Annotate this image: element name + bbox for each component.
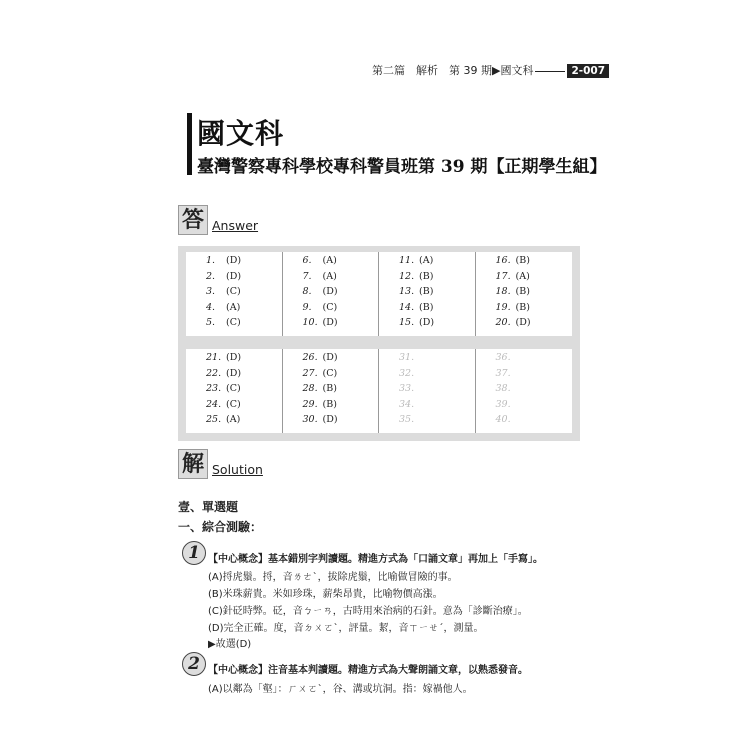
page-number: 2-007 bbox=[567, 64, 609, 78]
answer-column bbox=[476, 349, 573, 433]
question-number: 36. bbox=[495, 352, 511, 363]
q2-option-a: (A)以鄰為「壑」：ㄏㄨㄛˋ，谷、溝或坑洞。指：嫁禍他人。 bbox=[208, 684, 473, 695]
answer-choice: (A) bbox=[322, 255, 337, 266]
answer-row bbox=[476, 317, 573, 333]
answer-row bbox=[186, 383, 282, 399]
question-number: 2. bbox=[206, 270, 216, 282]
header-section-text: 第二篇 解析 第 39 期▶國文科 bbox=[372, 64, 534, 77]
question-number: 25. bbox=[206, 414, 222, 425]
question-number: 30. bbox=[302, 414, 318, 425]
answer-badge: 答 bbox=[178, 205, 208, 235]
answer-row bbox=[379, 286, 475, 302]
answer-column bbox=[186, 252, 283, 336]
answer-row bbox=[186, 255, 282, 271]
answer-row bbox=[186, 271, 282, 287]
answer-choice: (D) bbox=[226, 270, 242, 282]
page-subtitle: 臺灣警察專科學校專科警員班第 39 期【正期學生組】 bbox=[197, 157, 607, 177]
question-number: 16. bbox=[495, 255, 511, 266]
question-number: 1. bbox=[206, 255, 216, 266]
question-number: 29. bbox=[302, 398, 318, 410]
answer-row bbox=[379, 383, 475, 399]
answer-row bbox=[186, 352, 282, 368]
question-number: 21. bbox=[206, 352, 222, 363]
question-number: 8. bbox=[302, 286, 312, 297]
answer-row bbox=[379, 352, 475, 368]
answer-row bbox=[186, 414, 282, 430]
answer-row bbox=[379, 302, 475, 318]
answer-choice: (A) bbox=[419, 255, 434, 266]
running-header bbox=[372, 62, 609, 78]
question-number: 32. bbox=[399, 367, 415, 379]
answer-choice: (B) bbox=[515, 255, 530, 266]
answer-row bbox=[186, 399, 282, 415]
question-number: 20. bbox=[495, 317, 511, 328]
question-number: 15. bbox=[399, 317, 415, 328]
answer-row bbox=[186, 302, 282, 318]
answer-choice: (C) bbox=[226, 398, 241, 410]
answer-row bbox=[476, 271, 573, 287]
sub-heading: 一、綜合測驗： bbox=[178, 520, 263, 534]
question-number-icon: 1 bbox=[182, 541, 206, 565]
answer-choice: (B) bbox=[322, 398, 337, 410]
solution-label: Solution bbox=[212, 462, 263, 477]
answer-choice: (C) bbox=[322, 367, 338, 379]
answer-choice: (D) bbox=[226, 352, 242, 363]
answer-choice: (D) bbox=[322, 352, 338, 363]
q1-answer: ▶故選(D) bbox=[208, 639, 252, 650]
answer-row bbox=[186, 317, 282, 333]
title-accent-bar bbox=[187, 113, 192, 175]
answer-choice: (B) bbox=[419, 270, 434, 282]
answer-choice: (C) bbox=[322, 301, 338, 313]
answer-row bbox=[476, 383, 573, 399]
question-number: 4. bbox=[206, 301, 216, 313]
question-number: 14. bbox=[399, 301, 415, 313]
q1-option-a: (A)捋虎鬚。捋，音ㄌㄜˋ，拔除虎鬚，比喻做冒險的事。 bbox=[208, 572, 458, 583]
answer-row bbox=[283, 414, 379, 430]
answer-row bbox=[476, 352, 573, 368]
answer-choice: (D) bbox=[515, 317, 531, 328]
question-number: 38. bbox=[495, 383, 511, 394]
answer-row bbox=[476, 399, 573, 415]
question-number: 37. bbox=[495, 367, 511, 379]
answer-choice: (B) bbox=[419, 301, 434, 313]
answer-column bbox=[379, 349, 476, 433]
answer-row bbox=[379, 271, 475, 287]
answer-choice: (D) bbox=[322, 317, 338, 328]
answer-choice: (D) bbox=[226, 255, 242, 266]
answer-column bbox=[379, 252, 476, 336]
answer-choice: (C) bbox=[226, 317, 241, 328]
answer-column bbox=[283, 252, 380, 336]
question-number: 39. bbox=[495, 398, 511, 410]
q1-option-c: (C)針砭時弊。砭，音ㄅㄧㄢ，古時用來治病的石針。意為「診斷治療」。 bbox=[208, 606, 528, 617]
answer-row bbox=[476, 286, 573, 302]
question-number: 3. bbox=[206, 286, 216, 297]
answer-choice: (C) bbox=[226, 383, 241, 394]
answer-choice: (D) bbox=[226, 367, 242, 379]
answer-row bbox=[283, 317, 379, 333]
q1-option-d: (D)完全正確。度，音ㄉㄨㄛˋ，評量。絜，音ㄒㄧㄝˊ，測量。 bbox=[208, 623, 484, 634]
question-number-icon: 2 bbox=[182, 652, 206, 676]
q1-option-b: (B)米珠薪貴。米如珍珠，薪柴昂貴，比喻物價高漲。 bbox=[208, 589, 443, 600]
answer-row bbox=[283, 399, 379, 415]
answer-grid bbox=[186, 252, 572, 336]
question-number: 33. bbox=[399, 383, 415, 394]
answer-column bbox=[186, 349, 283, 433]
q2-concept: 【中心概念】注音基本判讀題。精進方式為大聲朗誦文章，以熟悉發音。 bbox=[208, 665, 528, 676]
answer-row bbox=[283, 271, 379, 287]
question-number: 11. bbox=[399, 255, 415, 266]
answer-choice: (B) bbox=[515, 286, 530, 297]
part-heading: 壹、單選題 bbox=[178, 500, 239, 514]
answer-row bbox=[476, 414, 573, 430]
answer-choice: (C) bbox=[226, 286, 241, 297]
question-number: 23. bbox=[206, 383, 222, 394]
question-number: 6. bbox=[302, 255, 312, 266]
answer-choice: (B) bbox=[515, 301, 530, 313]
question-number: 12. bbox=[399, 270, 415, 282]
question-number: 34. bbox=[399, 398, 415, 410]
question-number: 40. bbox=[495, 414, 511, 425]
question-number: 10. bbox=[302, 317, 318, 328]
answer-row bbox=[476, 302, 573, 318]
answer-choice: (D) bbox=[322, 414, 338, 425]
solution-badge: 解 bbox=[178, 449, 208, 479]
answer-choice: (A) bbox=[515, 270, 530, 282]
answer-row bbox=[186, 286, 282, 302]
question-number: 28. bbox=[302, 383, 318, 394]
answer-choice: (B) bbox=[419, 286, 434, 297]
answer-row bbox=[379, 255, 475, 271]
answer-choice: (D) bbox=[419, 317, 435, 328]
answer-row bbox=[476, 368, 573, 384]
question-number: 31. bbox=[399, 352, 415, 363]
question-number: 35. bbox=[399, 414, 415, 425]
answer-row bbox=[283, 302, 379, 318]
answer-table-21-40 bbox=[178, 343, 580, 441]
answer-choice: (A) bbox=[226, 301, 241, 313]
question-number: 17. bbox=[495, 270, 511, 282]
question-number: 22. bbox=[206, 367, 222, 379]
answer-row bbox=[283, 352, 379, 368]
answer-choice: (A) bbox=[226, 414, 241, 425]
answer-label: Answer bbox=[212, 218, 259, 233]
answer-row bbox=[283, 255, 379, 271]
answer-row bbox=[283, 286, 379, 302]
answer-row bbox=[379, 414, 475, 430]
answer-table-1-30 bbox=[178, 246, 580, 344]
answer-row bbox=[283, 383, 379, 399]
question-number: 26. bbox=[302, 352, 318, 363]
answer-row bbox=[379, 368, 475, 384]
answer-column bbox=[283, 349, 380, 433]
answer-row bbox=[186, 368, 282, 384]
q1-concept: 【中心概念】基本錯別字判讀題。精進方式為「口誦文章」再加上「手寫」。 bbox=[208, 554, 543, 565]
answer-grid bbox=[186, 349, 572, 433]
question-number: 27. bbox=[302, 367, 318, 379]
question-number: 24. bbox=[206, 398, 222, 410]
answer-row bbox=[379, 399, 475, 415]
question-number: 7. bbox=[302, 270, 312, 282]
answer-choice: (B) bbox=[322, 383, 337, 394]
answer-column bbox=[476, 252, 573, 336]
answer-row bbox=[379, 317, 475, 333]
page-title: 國文科 bbox=[197, 117, 285, 150]
header-rule bbox=[535, 71, 565, 72]
answer-row bbox=[283, 368, 379, 384]
answer-choice: (A) bbox=[322, 270, 337, 282]
question-number: 19. bbox=[495, 301, 511, 313]
question-number: 13. bbox=[399, 286, 415, 297]
answer-row bbox=[476, 255, 573, 271]
question-number: 18. bbox=[495, 286, 511, 297]
answer-choice: (D) bbox=[322, 286, 338, 297]
question-number: 9. bbox=[302, 301, 312, 313]
question-number: 5. bbox=[206, 317, 216, 328]
